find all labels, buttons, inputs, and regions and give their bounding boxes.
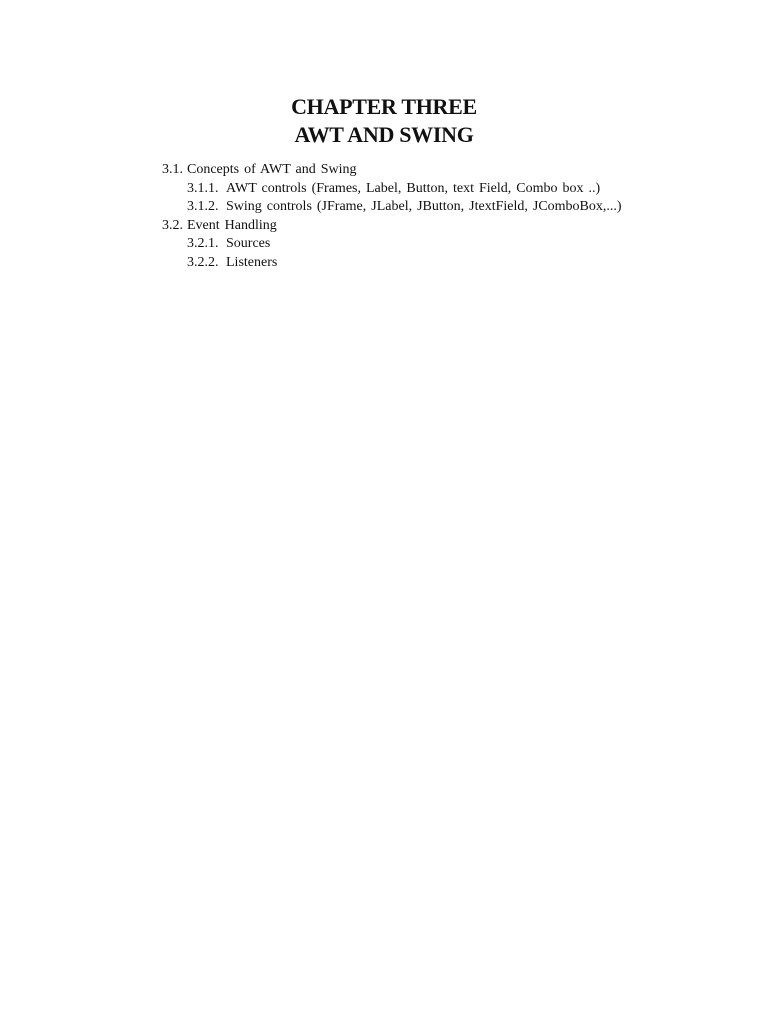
toc-item-text: Event Handling: [187, 217, 277, 233]
toc-item-3-2-2: [162, 254, 722, 273]
toc-item-3-1-1: [162, 180, 722, 199]
toc-item-number: 3.2.: [162, 217, 183, 233]
toc-item-3-2: [162, 217, 722, 236]
toc-item-3-1-2: [162, 198, 722, 217]
toc-item-number: 3.1.2.: [187, 199, 219, 214]
toc-item-text: Listeners: [226, 254, 278, 270]
table-of-contents: [162, 161, 722, 272]
chapter-title-block: [0, 93, 768, 149]
toc-item-text: Sources: [226, 236, 271, 251]
toc-item-number: 3.1.1.: [187, 180, 219, 196]
toc-item-text: AWT controls (Frames, Label, Button, text Field, Combo box ..): [226, 180, 601, 196]
toc-item-number: 3.2.2.: [187, 254, 219, 270]
chapter-subtitle: AWT AND SWING: [294, 122, 474, 147]
toc-item-text: Concepts of AWT and Swing: [187, 162, 357, 177]
toc-item-number: 3.2.1.: [187, 236, 219, 251]
toc-item-number: 3.1.: [162, 162, 183, 177]
toc-item-3-2-1: [162, 235, 722, 254]
toc-item-text: Swing controls (JFrame, JLabel, JButton, JtextField, JComboBox,...): [226, 199, 622, 214]
toc-item-3-1: [162, 161, 722, 180]
chapter-title: CHAPTER THREE: [291, 94, 477, 119]
